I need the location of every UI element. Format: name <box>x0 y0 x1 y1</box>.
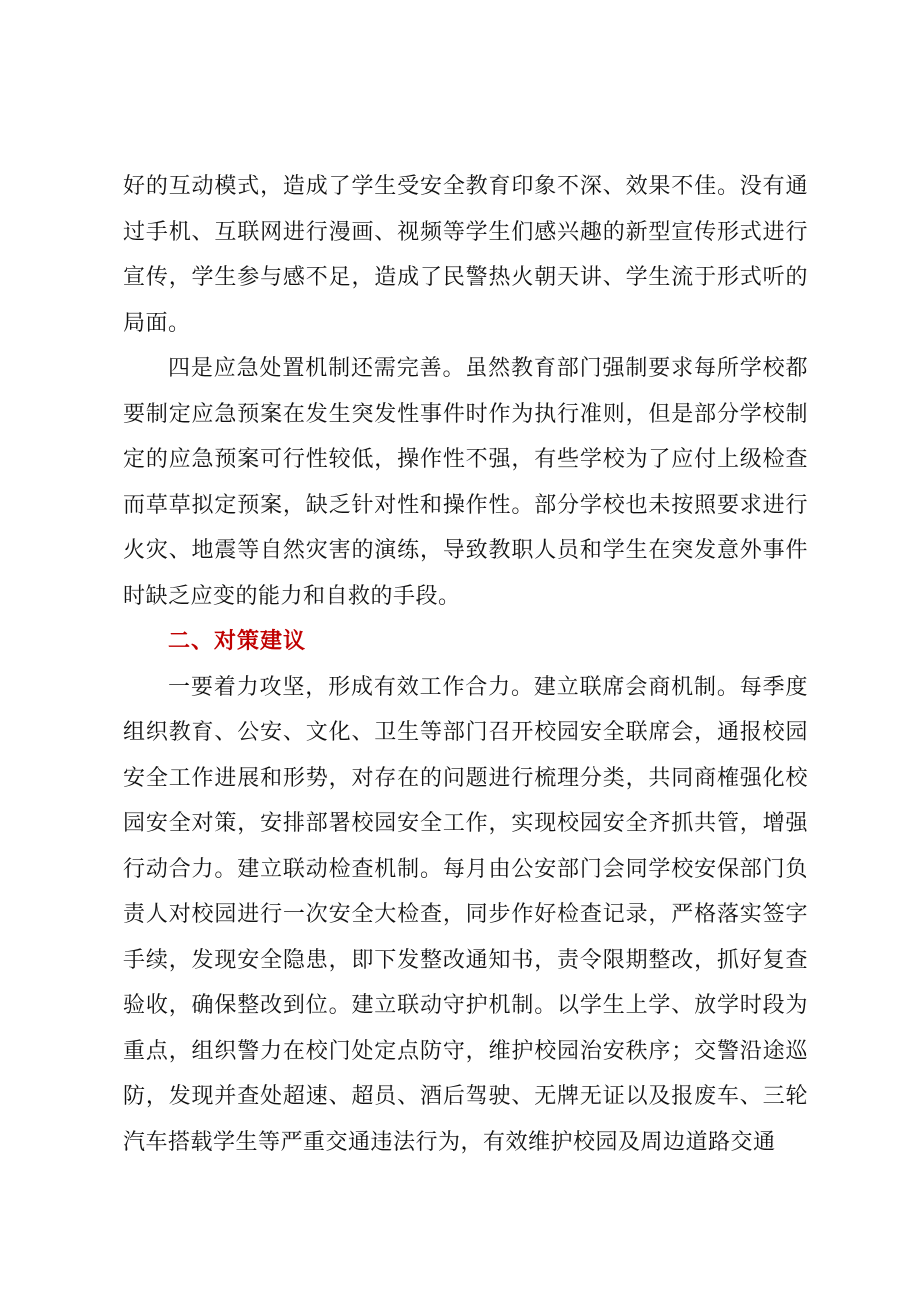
section-heading-countermeasures: 二、对策建议 <box>168 629 307 654</box>
paragraph-joint-effort: 一要着力攻坚，形成有效工作合力。建立联席会商机制。每季度组织教育、公安、文化、卫生等部门召开校园安全联席会，通报校园安全工作进展和形势，对存在的问题进行梳理分类，共同商榷强化校园安全对策，安排部署校园安全工作，实现校园安全齐抓共管，增强行动合力。建立联动检查机制。每月由公安部门会同学校安保部门负责人对校园进行一次安全大检查，同步作好检查记录，严格落实签字手续，发现安全隐患，即下发整改通知书，责令限期整改，抓好复查验收，确保整改到位。建立联动守护机制。以学生上学、放学时段为重点，组织警力在校门处定点防守，维护校园治安秩序；交警沿途巡防，发现并查处超速、超员、酒后驾驶、无牌无证以及报废车、三轮汽车搭载学生等严重交通违法行为，有效维护校园及周边道路交通 <box>123 674 808 1155</box>
paragraph-emergency-mechanism: 四是应急处置机制还需完善。虽然教育部门强制要求每所学校都要制定应急预案在发生突发性事件时作为执行准则，但是部分学校制定的应急预案可行性较低，操作性不强，有些学校为了应付上级检查而草草拟定预案，缺乏针对性和操作性。部分学校也未按照要求进行火灾、地震等自然灾害的演练，导致教职人员和学生在突发意外事件时缺乏应变的能力和自救的手段。 <box>123 356 808 609</box>
document-body <box>123 164 808 1165</box>
paragraph-continuation: 好的互动模式，造成了学生受安全教育印象不深、效果不佳。没有通过手机、互联网进行漫画、视频等学生们感兴趣的新型宣传形式进行宣传，学生参与感不足，造成了民警热火朝天讲、学生流于形式听的局面。 <box>123 174 808 336</box>
